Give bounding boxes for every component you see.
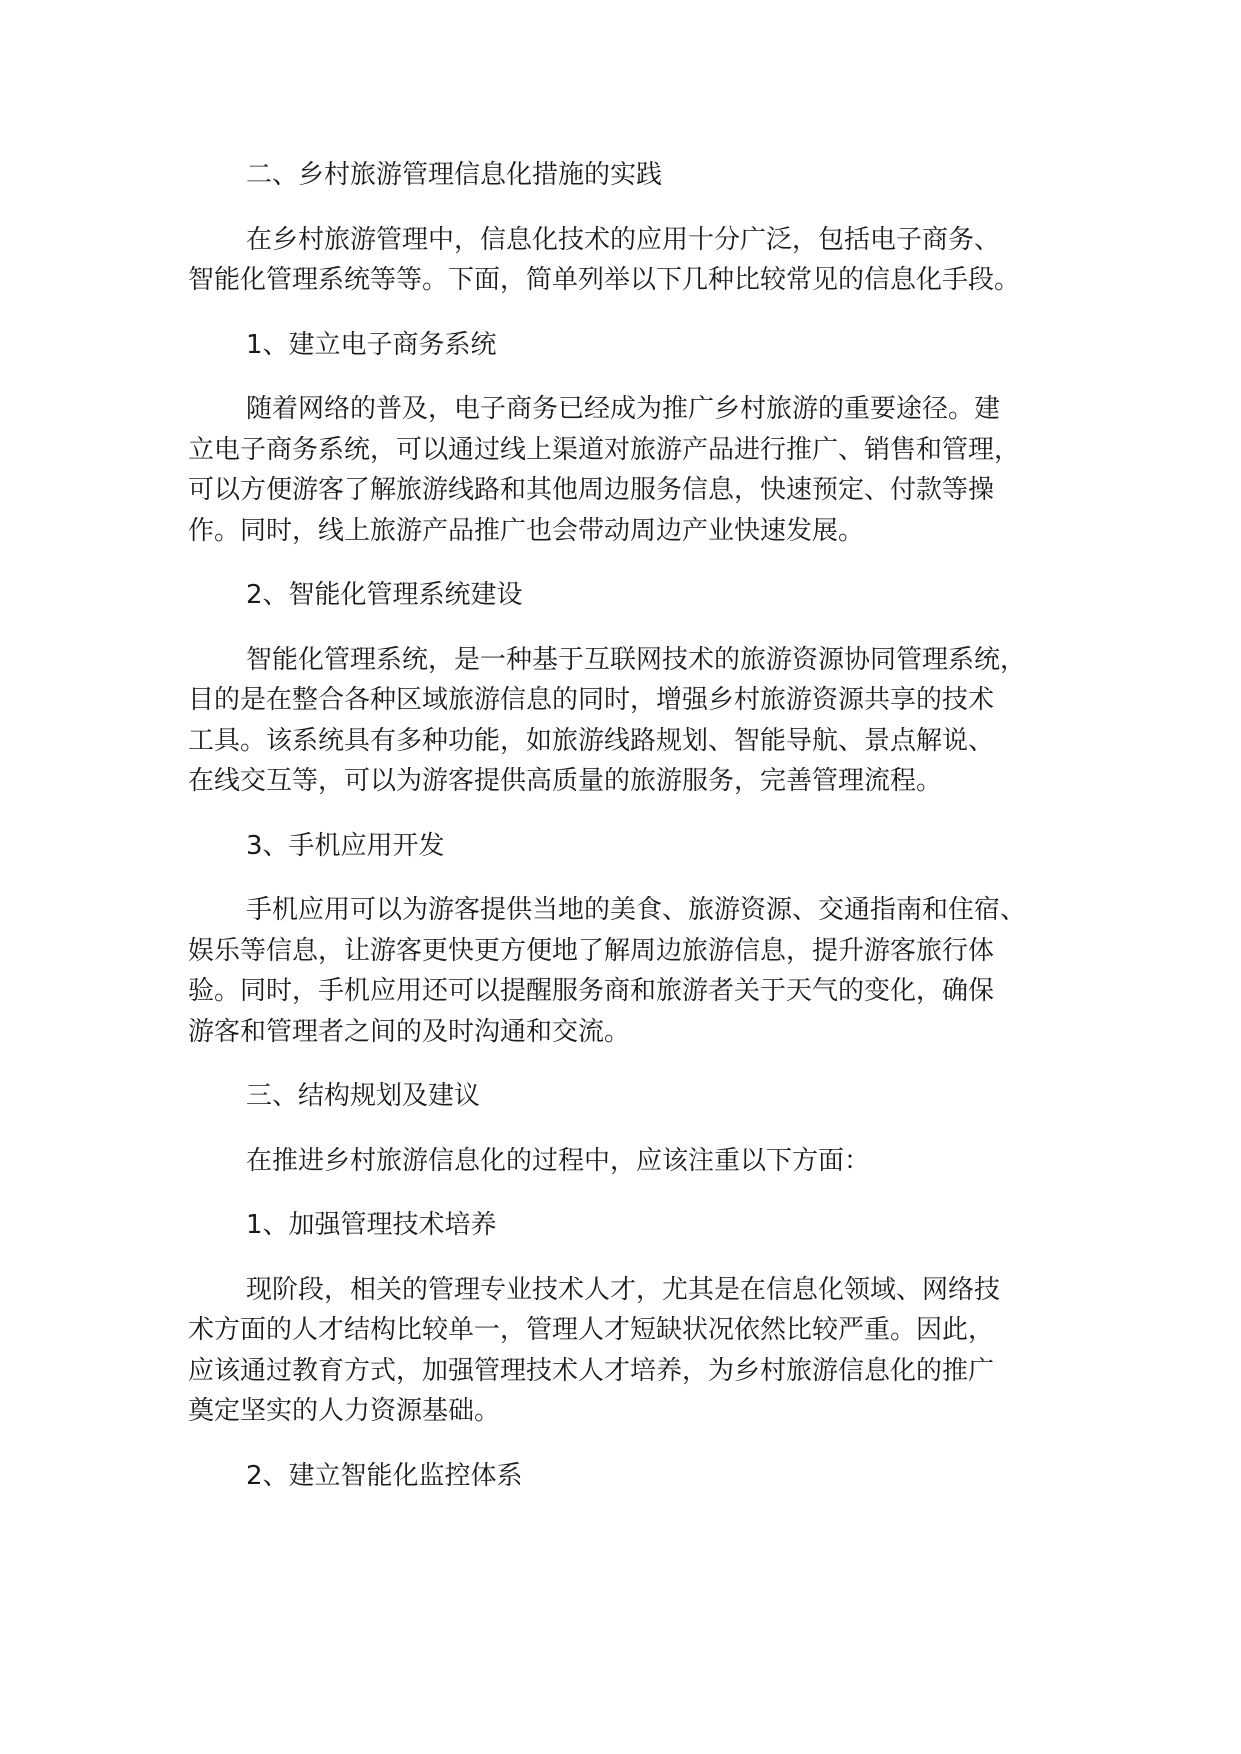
subheading-smart-management: 2、智能化管理系统建设 xyxy=(246,580,523,610)
paragraph-smart-management: 智能化管理系统，是一种基于互联网技术的旅游资源协同管理系统， 目的是在整合各种区域旅游信息的同时，增强乡村旅游资源共享的技术 工具。该系统具有多种功能，如旅游线路规划、智能导航、景点解说、 在线交互等，可以为游客提供高质量的旅游服务，完善管理流程。 xyxy=(188,644,1027,796)
paragraph-planning-intro: 在推进乡村旅游信息化的过程中，应该注重以下方面： xyxy=(246,1145,871,1176)
section-heading-practice: 二、乡村旅游管理信息化措施的实践 xyxy=(246,160,663,190)
subheading-mobile-app: 3、手机应用开发 xyxy=(246,830,445,861)
paragraph-mobile-app: 手机应用可以为游客提供当地的美食、旅游资源、交通指南和住宿、 娱乐等信息，让游客更快更方便地了解周边旅游信息，提升游客旅行体 验。同时，手机应用还可以提醒服务商和旅游者关于天气的变化，确保 游客和管理者之间的及时沟通和交流。 xyxy=(188,895,1027,1047)
paragraph-training: 现阶段，相关的管理专业技术人才，尤其是在信息化领域、网络技 术方面的人才结构比较单一，管理人才短缺状况依然比较严重。因此， 应该通过教育方式，加强管理技术人才培养，为乡村旅游信息化的推广 奠定坚实的人力资源基础。 xyxy=(188,1274,1001,1426)
paragraph-intro: 在乡村旅游管理中，信息化技术的应用十分广泛，包括电子商务、 智能化管理系统等等。下面，简单列举以下几种比较常见的信息化手段。 xyxy=(188,224,1021,295)
subheading-monitoring: 2、建立智能化监控体系 xyxy=(246,1460,523,1491)
subheading-ecommerce: 1、建立电子商务系统 xyxy=(246,329,497,360)
paragraph-ecommerce: 随着网络的普及，电子商务已经成为推广乡村旅游的重要途径。建 立电子商务系统，可以通过线上渠道对旅游产品进行推广、销售和管理， 可以方便游客了解旅游线路和其他周边服务信息，快速预定、付款等操 作。同时，线上旅游产品推广也会带动周边产业快速发展。 xyxy=(188,394,1021,546)
section-heading-planning: 三、结构规划及建议 xyxy=(246,1081,481,1111)
subheading-training: 1、加强管理技术培养 xyxy=(246,1210,497,1240)
document-body xyxy=(188,155,1088,1496)
